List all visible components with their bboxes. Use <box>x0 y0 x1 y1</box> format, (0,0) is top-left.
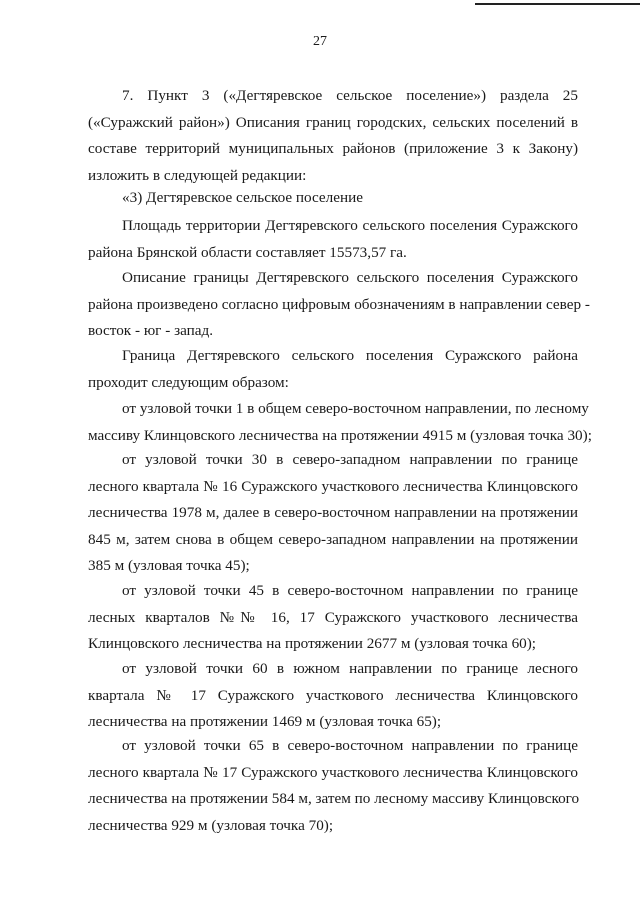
boundary-description-paragraph <box>88 265 590 345</box>
boundary-segment-paragraph <box>88 447 578 580</box>
boundary-segment-paragraph <box>88 656 578 736</box>
text-line: 845 м, затем снова в общем северо-западном направлении на протяжении <box>88 530 578 548</box>
boundary-segment-paragraph <box>88 396 592 449</box>
text-line: Площадь территории Дегтяревского сельского поселения Суражского <box>122 217 578 234</box>
text-line: от узловой точки 45 в северо-восточном направлении по границе <box>122 582 578 599</box>
text-line: от узловой точки 1 в общем северо-восточном направлении, по лесному <box>122 400 589 417</box>
text-line: («Суражский район») Описания границ городских, сельских поселений в <box>88 113 578 131</box>
text-line: составе территорий муниципальных районов (приложение 3 к Закону) <box>88 140 578 157</box>
boundary-intro-paragraph <box>88 343 578 396</box>
text-line: Описание границы Дегтяревского сельского поселения Суражского <box>122 269 578 286</box>
boundary-segment-paragraph <box>88 733 578 839</box>
text-line: лесного квартала № 16 Суражского участкового лесничества Клинцовского <box>88 477 578 495</box>
text-line: лесничества на протяжении 1469 м (узловая точка 65); <box>88 713 442 730</box>
text-line: восток - юг - запад. <box>88 322 214 339</box>
section-heading <box>88 185 578 212</box>
text-line: от узловой точки 65 в северо-восточном направлении по границе <box>122 737 578 754</box>
text-line: лесничества 1978 м, далее в северо-восточном направлении на протяжении <box>88 504 578 521</box>
text-line: массиву Клинцовского лесничества на протяжении 4915 м (узловая точка 30); <box>88 426 592 444</box>
paragraph-item-7 <box>88 83 578 189</box>
text-line: 7. Пункт 3 («Дегтяревское сельское поселение») раздела 25 <box>122 87 578 104</box>
text-line: района Брянской области составляет 15573,57 га. <box>88 243 407 261</box>
text-line: от узловой точки 30 в северо-западном направлении по границе <box>122 451 578 468</box>
text-line: от узловой точки 60 в южном направлении по границе лесного <box>122 660 578 677</box>
text-line: изложить в следующей редакции: <box>88 166 307 184</box>
text-line: лесничества 929 м (узловая точка 70); <box>88 816 334 834</box>
area-paragraph <box>88 213 578 266</box>
boundary-segment-paragraph <box>88 578 578 658</box>
text-line: «3) Дегтяревское сельское поселение <box>122 189 363 206</box>
page-number: 27 <box>313 34 327 49</box>
top-rule-line <box>475 3 640 5</box>
text-line: лесничества на протяжении 584 м, затем по лесному массиву Клинцовского <box>88 790 580 807</box>
text-line: квартала № 17 Суражского участкового лесничества Клинцовского <box>88 686 578 704</box>
text-line: лесного квартала № 17 Суражского участкового лесничества Клинцовского <box>88 763 578 781</box>
text-line: Клинцовского лесничества на протяжении 2677 м (узловая точка 60); <box>88 635 537 652</box>
text-line: Граница Дегтяревского сельского поселения Суражского района <box>122 347 578 364</box>
text-line: района произведено согласно цифровым обозначениям в направлении север - <box>88 295 590 313</box>
text-line: 385 м (узловая точка 45); <box>88 557 250 574</box>
text-line: лесных кварталов №№ 16, 17 Суражского участкового лесничества <box>88 608 578 626</box>
text-line: проходит следующим образом: <box>88 373 289 391</box>
